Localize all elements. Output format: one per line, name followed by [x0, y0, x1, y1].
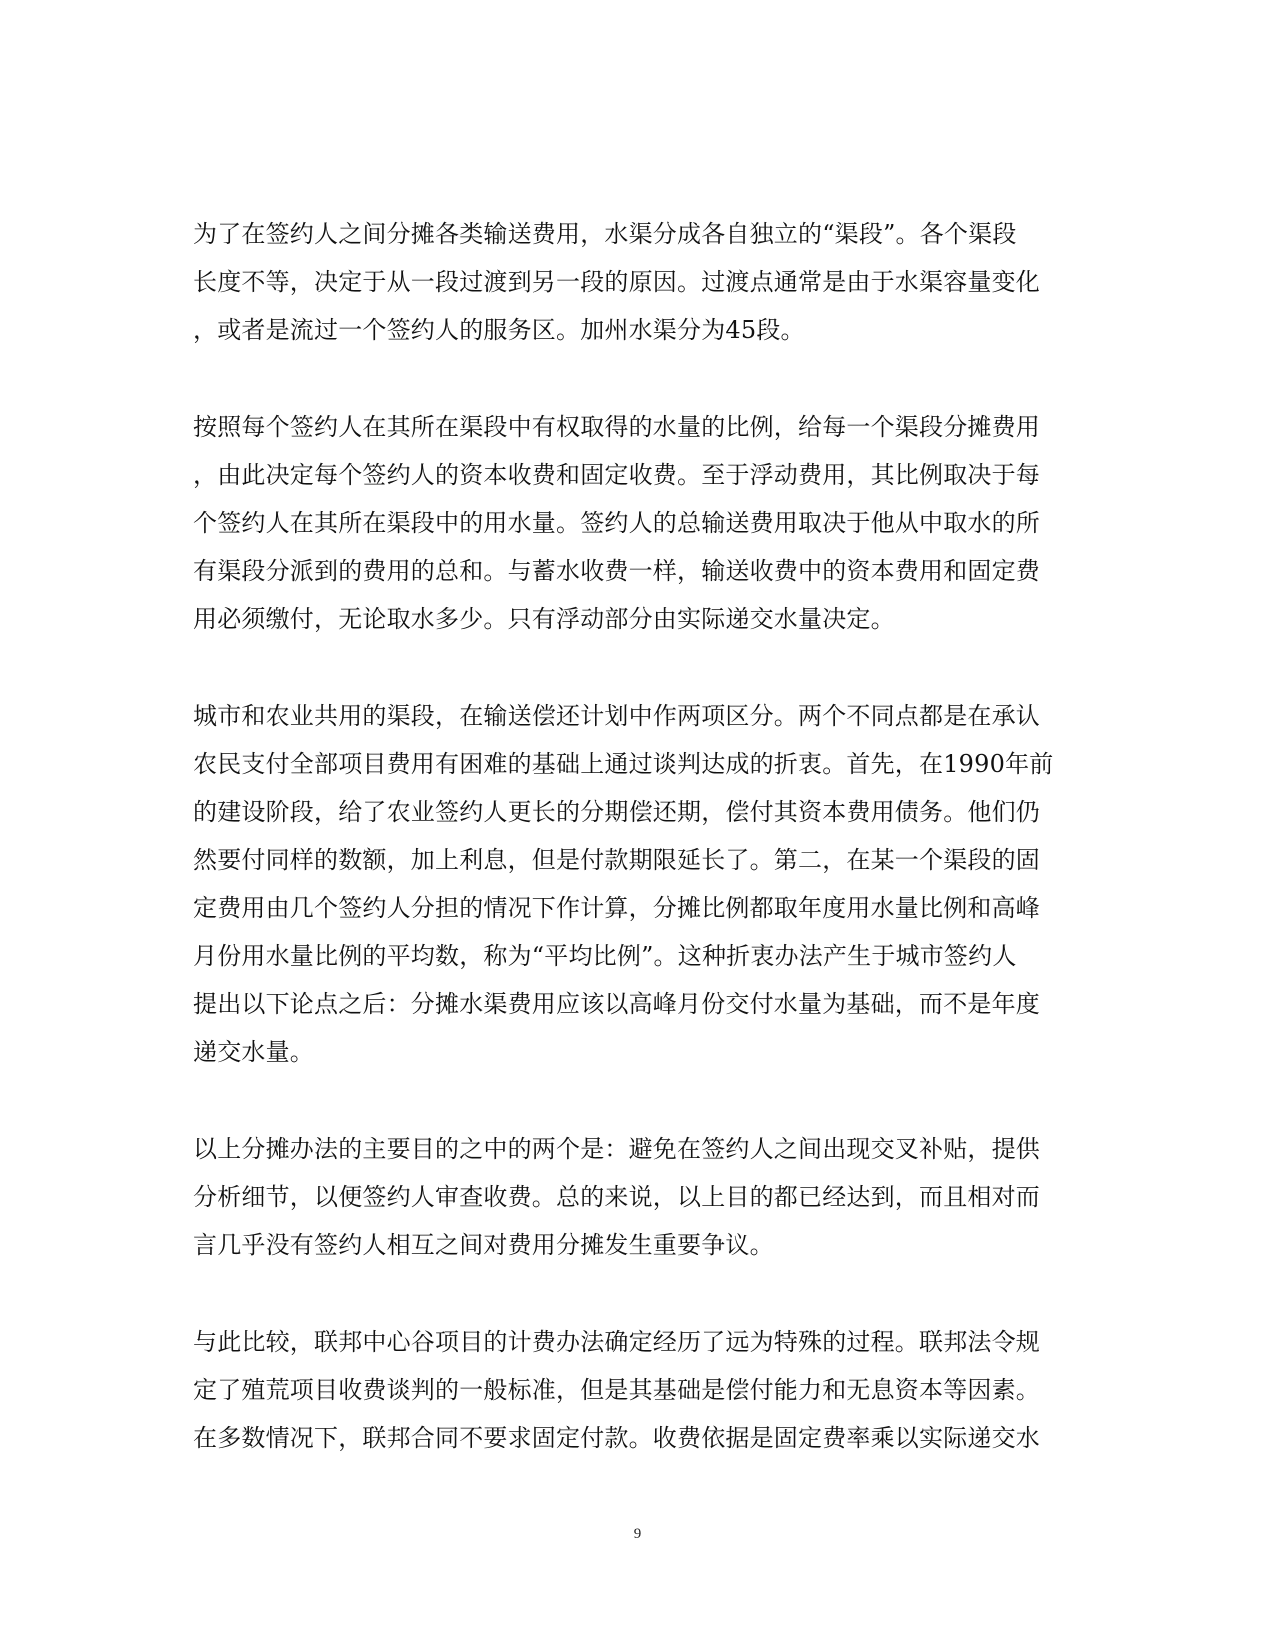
- text-line: ，由此决定每个签约人的资本收费和固定收费。至于浮动费用，其比例取决于每: [193, 461, 1040, 489]
- paragraph-4: [193, 1125, 1073, 1269]
- text-line: 城市和农业共用的渠段，在输送偿还计划中作两项区分。两个不同点都是在承认: [193, 702, 1040, 730]
- text-line: 在多数情况下，联邦合同不要求固定付款。收费依据是固定费率乘以实际递交水: [193, 1424, 1040, 1452]
- text-line: 农民支付全部项目费用有困难的基础上通过谈判达成的折衷。首先，在1990年前: [193, 750, 1054, 778]
- paragraph-5: [193, 1318, 1073, 1462]
- text-line: 然要付同样的数额，加上利息，但是付款期限延长了。第二，在某一个渠段的固: [193, 846, 1040, 874]
- text-line: 月份用水量比例的平均数，称为“平均比例”。这种折衷办法产生于城市签约人: [193, 942, 1017, 970]
- text-line: 提出以下论点之后：分摊水渠费用应该以高峰月份交付水量为基础，而不是年度: [193, 990, 1040, 1018]
- text-line: 为了在签约人之间分摊各类输送费用，水渠分成各自独立的“渠段”。各个渠段: [193, 220, 1017, 248]
- text-line: 与此比较，联邦中心谷项目的计费办法确定经历了远为特殊的过程。联邦法令规: [193, 1328, 1040, 1356]
- text-line: 递交水量。: [193, 1038, 314, 1066]
- paragraph-1: [193, 210, 1073, 354]
- text-line: 有渠段分派到的费用的总和。与蓄水收费一样，输送收费中的资本费用和固定费: [193, 557, 1040, 585]
- text-line: 分析细节，以便签约人审查收费。总的来说，以上目的都已经达到，而且相对而: [193, 1183, 1040, 1211]
- text-line: 定费用由几个签约人分担的情况下作计算，分摊比例都取年度用水量比例和高峰: [193, 894, 1040, 922]
- document-body: [193, 210, 1073, 1511]
- text-line: 用必须缴付，无论取水多少。只有浮动部分由实际递交水量决定。: [193, 605, 895, 633]
- text-line: 以上分摊办法的主要目的之中的两个是：避免在签约人之间出现交叉补贴，提供: [193, 1135, 1040, 1163]
- text-line: 个签约人在其所在渠段中的用水量。签约人的总输送费用取决于他从中取水的所: [193, 509, 1040, 537]
- text-line: ，或者是流过一个签约人的服务区。加州水渠分为45段。: [193, 316, 805, 344]
- text-line: 言几乎没有签约人相互之间对费用分摊发生重要争议。: [193, 1231, 774, 1259]
- paragraph-3: [193, 692, 1073, 1076]
- text-line: 的建设阶段，给了农业签约人更长的分期偿还期，偿付其资本费用债务。他们仍: [193, 798, 1040, 826]
- paragraph-2: [193, 403, 1073, 643]
- text-line: 按照每个签约人在其所在渠段中有权取得的水量的比例，给每一个渠段分摊费用: [193, 413, 1040, 441]
- text-line: 定了殖荒项目收费谈判的一般标准，但是其基础是偿付能力和无息资本等因素。: [193, 1376, 1040, 1404]
- text-line: 长度不等，决定于从一段过渡到另一段的原因。过渡点通常是由于水渠容量变化: [193, 268, 1040, 296]
- page-number: 9: [633, 1526, 642, 1542]
